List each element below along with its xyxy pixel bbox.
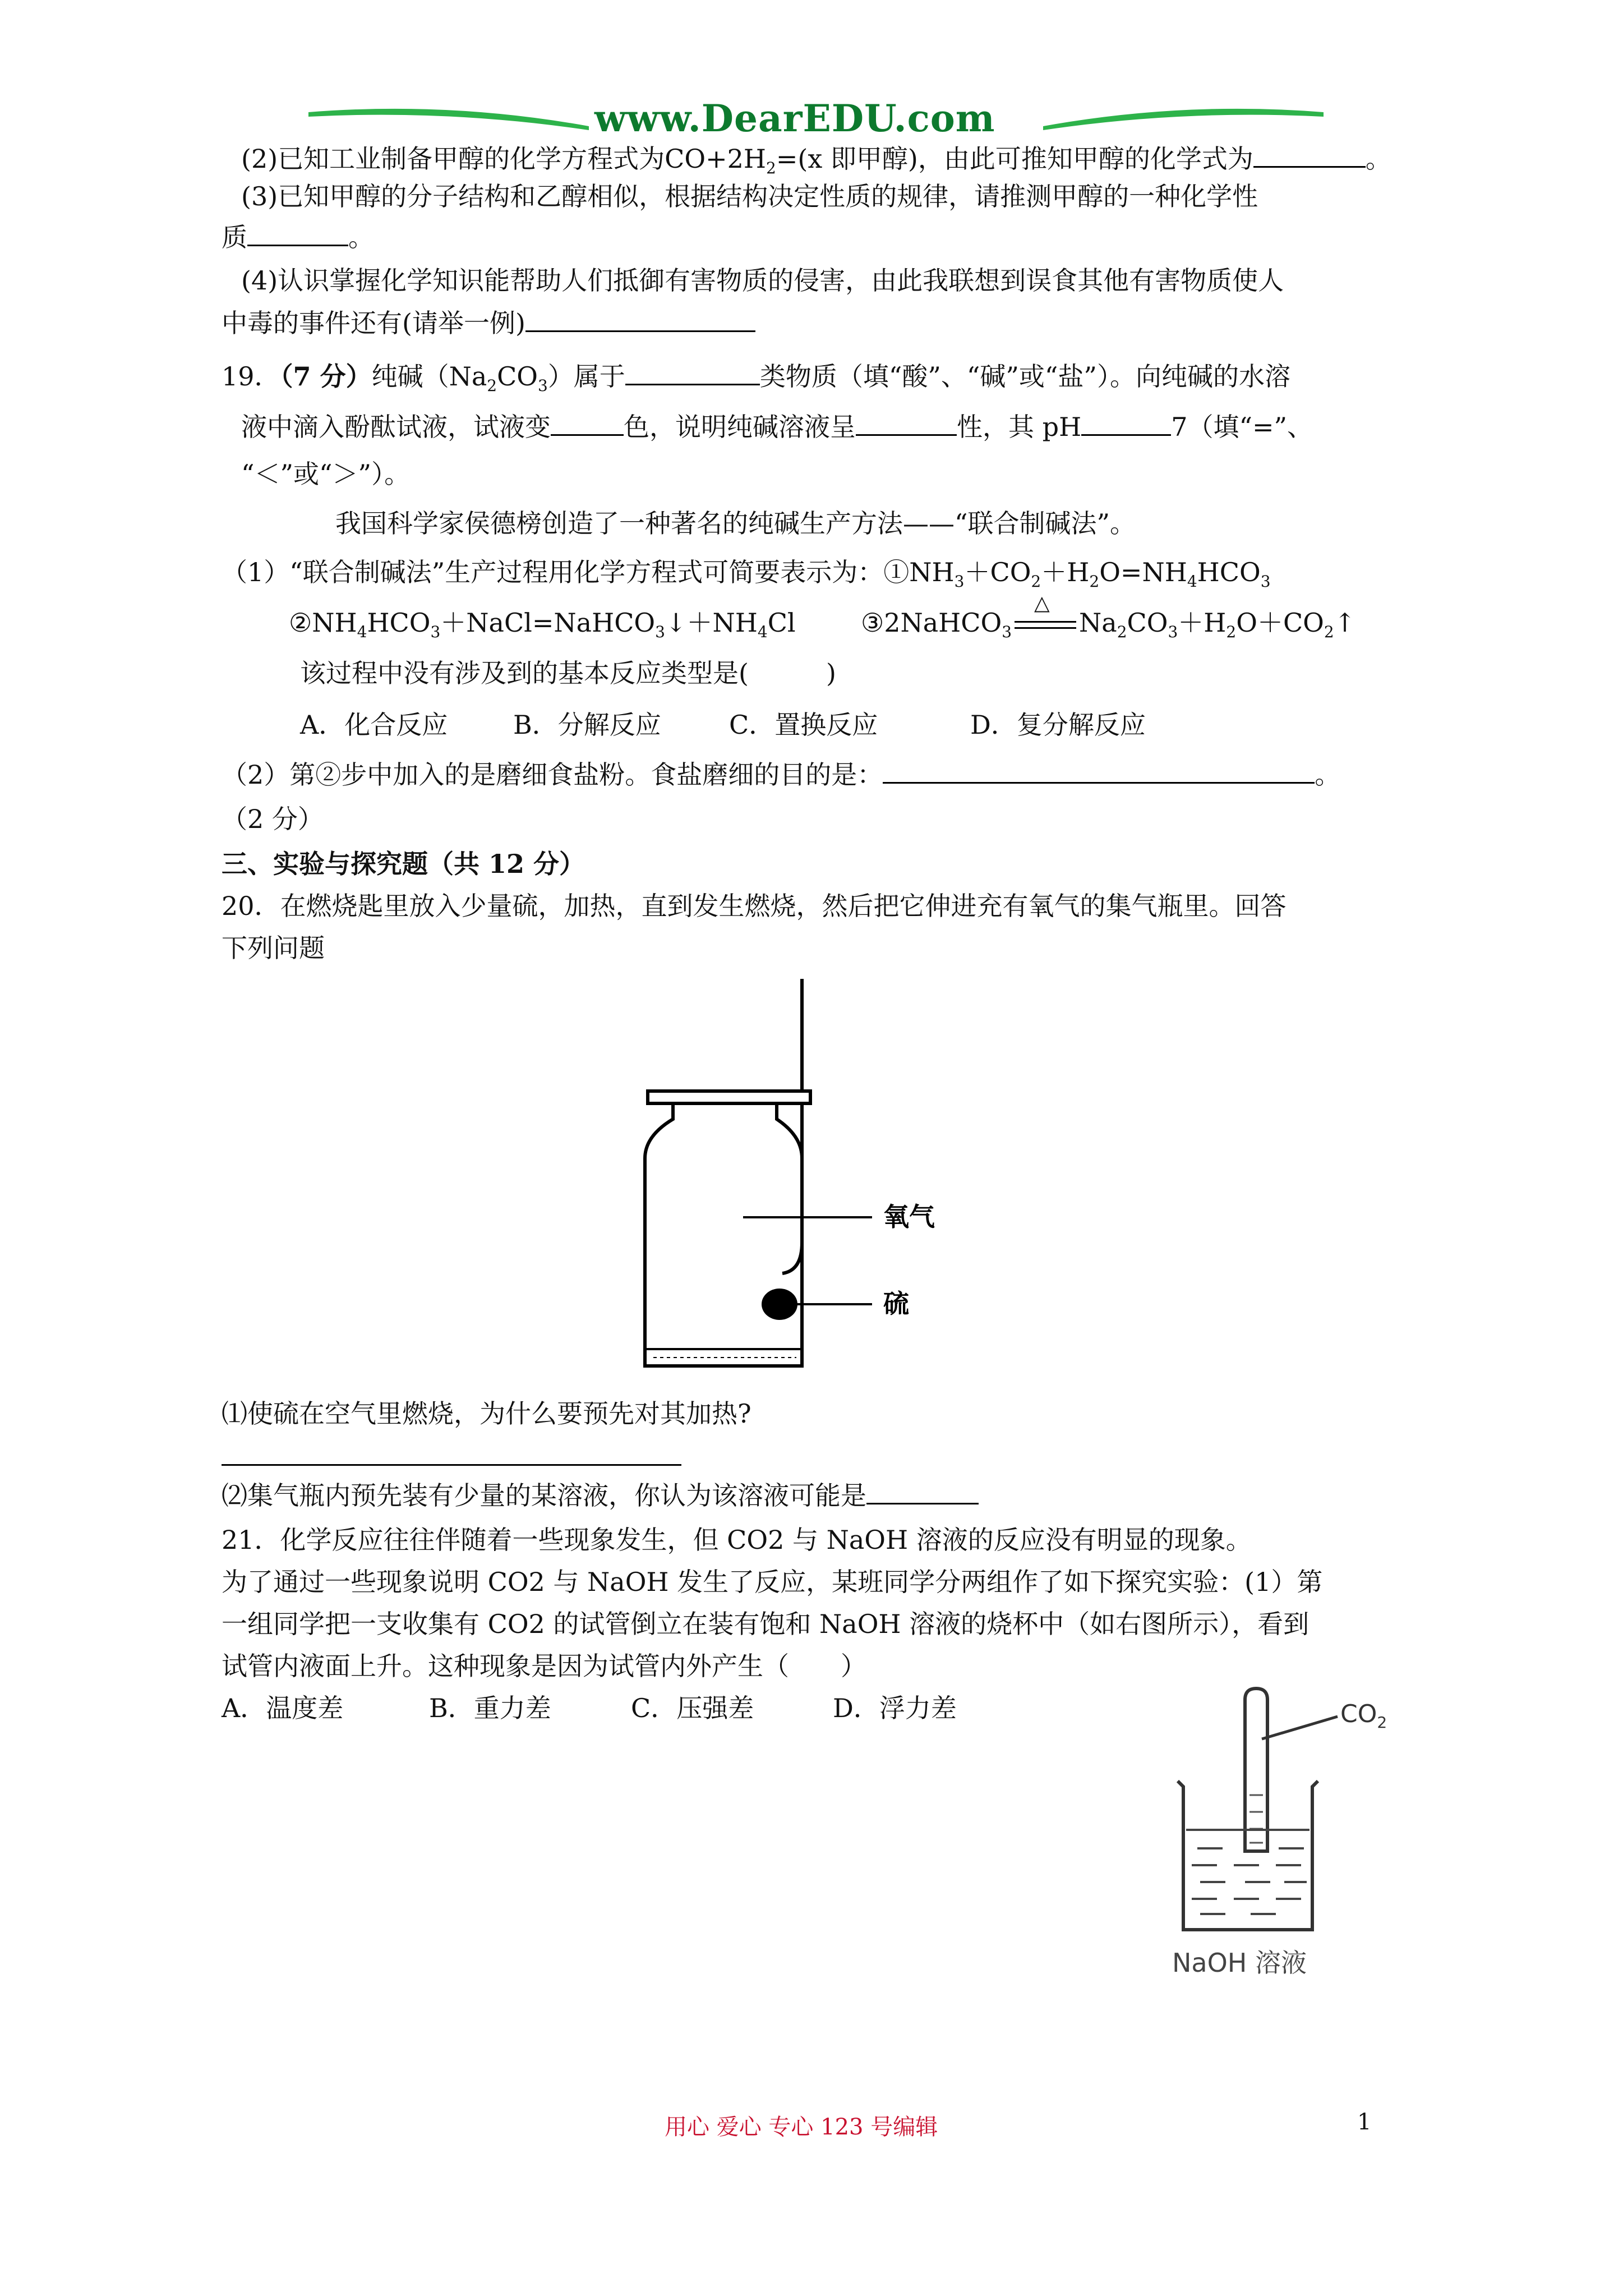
- delta-icon: △: [1034, 592, 1050, 615]
- q18-part4-line2: 中毒的事件还有(请举一例): [222, 306, 755, 340]
- q18-part2: (2)已知工业制备甲醇的化学方程式为$CO+2H_2=(x$ 即甲醇)，由此可推知甲醇的化学式为 。: [241, 141, 1391, 185]
- q21-line4: 试管内液面上升。这种现象是因为试管内外产生（ ）: [222, 1651, 866, 1681]
- q19-part2-score: （2 分）: [222, 804, 324, 834]
- q18-part4-line1: (4)认识掌握化学知识能帮助人们抵御有害物质的侵害，由此我联想到误食其他有害物质使人: [241, 265, 1284, 296]
- q19-line2: 液中滴入酚酞试液，试液变 色，说明纯碱溶液呈 性，其 pH 7（填“=”、: [241, 409, 1313, 444]
- q19-equation2: $②NH_4HCO_3+NaCl=NaHCO_3↓+NH_4Cl$: [289, 608, 796, 642]
- q19-option-c[interactable]: C．置换反应: [729, 710, 878, 740]
- q21-option-d[interactable]: D．浮力差: [833, 1693, 957, 1723]
- q19-option-a[interactable]: A．化合反应: [300, 710, 448, 740]
- q19-part1-line1: （1）“联合制碱法”生产过程用化学方程式可简要表示为：$①NH_3+CO_2+H_2O=NH_4HCO_3$: [222, 557, 1271, 591]
- q21-line1: 21．化学反应往往伴随着一些现象发生，但 CO2 与 NaOH 溶液的反应没有明显的现象。: [222, 1525, 1252, 1555]
- q19-intro: 我国科学家侯德榜创造了一种著名的纯碱生产方法——“联合制碱法”。: [335, 508, 1136, 539]
- q20-part1-answer-line[interactable]: [222, 1464, 681, 1466]
- q20-line2: 下列问题: [222, 933, 325, 963]
- q19-reaction-type-question: 该过程中没有涉及到的基本反应类型是( ): [300, 658, 836, 688]
- header-site-name: www.DearEDU.com: [594, 96, 995, 140]
- q21-option-b[interactable]: B．重力差: [429, 1693, 551, 1723]
- q20-line1: 20．在燃烧匙里放入少量硫，加热，直到发生燃烧，然后把它伸进充有氧气的集气瓶里。回答: [222, 891, 1287, 921]
- double-line-icon: [1015, 621, 1076, 629]
- q19-options: [300, 708, 1146, 742]
- q20-part1: ⑴使硫在空气里燃烧，为什么要预先对其加热?: [222, 1398, 751, 1429]
- q19-line1: 19．（7 分）纯碱$(Na_2CO_3)$属于 类物质（填“酸”、“碱”或“盐”）。向纯碱的水溶: [222, 359, 1290, 403]
- label-naoh-solution: NaOH 溶液: [1172, 1948, 1307, 1978]
- q20-p2-blank[interactable]: [866, 1478, 979, 1504]
- footer-editor-note: 用心 爱心 专心 123 号编辑: [665, 2114, 938, 2140]
- q18-part3-line2: 质 。: [222, 220, 374, 254]
- gas-jar-diagram: [634, 979, 970, 1383]
- q21-option-a[interactable]: A．温度差: [222, 1693, 344, 1723]
- q21-options: [222, 1691, 957, 1725]
- q19-nature-blank[interactable]: [856, 409, 957, 436]
- q19-part2: （2）第②步中加入的是磨细食盐粉。食盐磨细的目的是： 。: [222, 757, 1340, 792]
- q21-line3: 一组同学把一支收集有 CO2 的试管倒立在装有饱和 NaOH 溶液的烧杯中（如右图所示），看到: [222, 1609, 1310, 1639]
- q18-p3-blank[interactable]: [247, 220, 348, 246]
- q21-line2: 为了通过一些现象说明 CO2 与 NaOH 发生了反应，某班同学分两组作了如下探究实验：(1）第: [222, 1567, 1323, 1597]
- q20-part2: ⑵集气瓶内预先装有少量的某溶液，你认为该溶液可能是: [222, 1478, 979, 1512]
- q19-line3: “＜”或“＞”）。: [241, 459, 411, 489]
- q19-color-blank[interactable]: [551, 409, 624, 436]
- q19-class-blank[interactable]: [625, 359, 760, 385]
- co2-beaker-diagram: [1166, 1683, 1402, 1986]
- q19-ph-blank[interactable]: [1081, 409, 1171, 436]
- section3-title: 三、实验与探究题（共 12 分）: [222, 849, 585, 879]
- q18-part3-line1: (3)已知甲醇的分子结构和乙醇相似，根据结构决定性质的规律，请推测甲醇的一种化学性: [241, 181, 1258, 211]
- heat-condition: [1012, 592, 1079, 639]
- q19-option-d[interactable]: D．复分解反应: [970, 710, 1146, 740]
- label-sulfur: 硫: [883, 1289, 909, 1319]
- label-co2: $CO_2$: [1340, 1700, 1387, 1732]
- beaker-svg: [1166, 1683, 1402, 1986]
- q18-p4-blank[interactable]: [525, 306, 755, 332]
- gas-jar-svg: [634, 979, 970, 1383]
- q19-equation3: ③2NaHCO$_3$ △ $Na_2CO_3+H_2O+CO_2↑$: [861, 606, 1355, 649]
- q19-option-b[interactable]: B．分解反应: [513, 710, 661, 740]
- header-logo: [308, 95, 1324, 146]
- q19-p2-blank[interactable]: [883, 757, 1315, 784]
- q21-option-c[interactable]: C．压强差: [631, 1693, 754, 1723]
- label-oxygen: 氧气: [883, 1202, 935, 1232]
- page-number: 1: [1357, 2109, 1372, 2135]
- q18-p2-blank[interactable]: [1253, 141, 1366, 168]
